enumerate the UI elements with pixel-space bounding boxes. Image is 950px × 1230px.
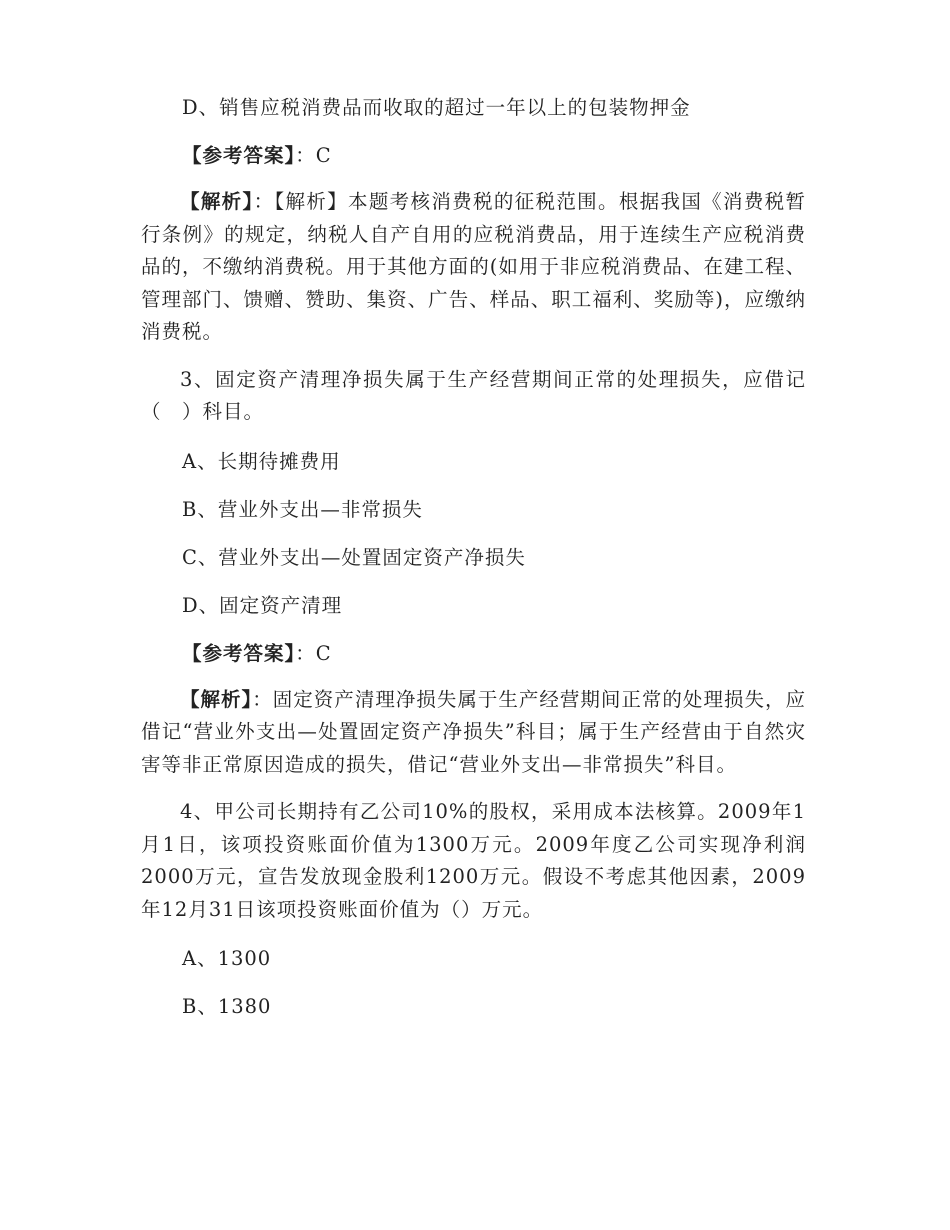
q3-analysis-text: ：固定资产清理净损失属于生产经营期间正常的处理损失，应借记“营业外支出—处置固定资产净损失”科目；属于生产经营由于自然灾害等非正常原因造成的损失，借记“营业外支出—非常损失”科目。 [141, 687, 806, 776]
q4-option-a: A、1300 [182, 947, 272, 970]
q2-answer [141, 138, 806, 186]
q3-option-d: D、固定资产清理 [182, 593, 343, 617]
q3-answer [141, 636, 806, 684]
q2-answer-value: ：C [295, 144, 332, 167]
q4-option-b: B、1380 [182, 995, 272, 1018]
q3-answer-label: 【参考答案】 [182, 641, 296, 665]
q2-option-d: D、销售应税消费品而收取的超过一年以上的包装物押金 [182, 96, 691, 119]
q3-analysis [141, 684, 806, 782]
q2-analysis-text: ：【解析】本题考核消费税的征税范围。根据我国《消费税暂行条例》的规定，纳税人自产自用的应税消费品，用于连续生产应税消费品的，不缴纳消费税。用于其他方面的(如用于非应税消费品、在建工程、管理部门、馈赠、赞助、集资、广告、样品、职工福利、奖励等)，应缴纳消费税。 [141, 190, 806, 343]
q4-question: 4、甲公司长期持有乙公司10%的股权，采用成本法核算。2009年1月1日，该项投资账面价值为1300万元。2009年度乙公司实现净利润2000万元，宣告发放现金股利1200万元。假设不考虑其他因素，2009年12月31日该项投资账面价值为（）万元。 [141, 800, 806, 921]
q3-answer-value: ：C [295, 641, 332, 665]
q3-analysis-label: 【解析】 [180, 687, 253, 711]
q3-question: 3、固定资产清理净损失属于生产经营期间正常的处理损失，应借记（ ）科目。 [141, 367, 806, 423]
page-content [141, 90, 806, 1037]
q2-analysis-label: 【解析】 [180, 190, 254, 213]
q2-answer-label: 【参考答案】 [182, 144, 296, 167]
q2-analysis [141, 186, 806, 349]
q3-option-a: A、长期待摊费用 [182, 449, 341, 473]
q3-option-c: C、营业外支出—处置固定资产净损失 [182, 545, 526, 569]
q3-option-b: B、营业外支出—非常损失 [182, 497, 423, 521]
